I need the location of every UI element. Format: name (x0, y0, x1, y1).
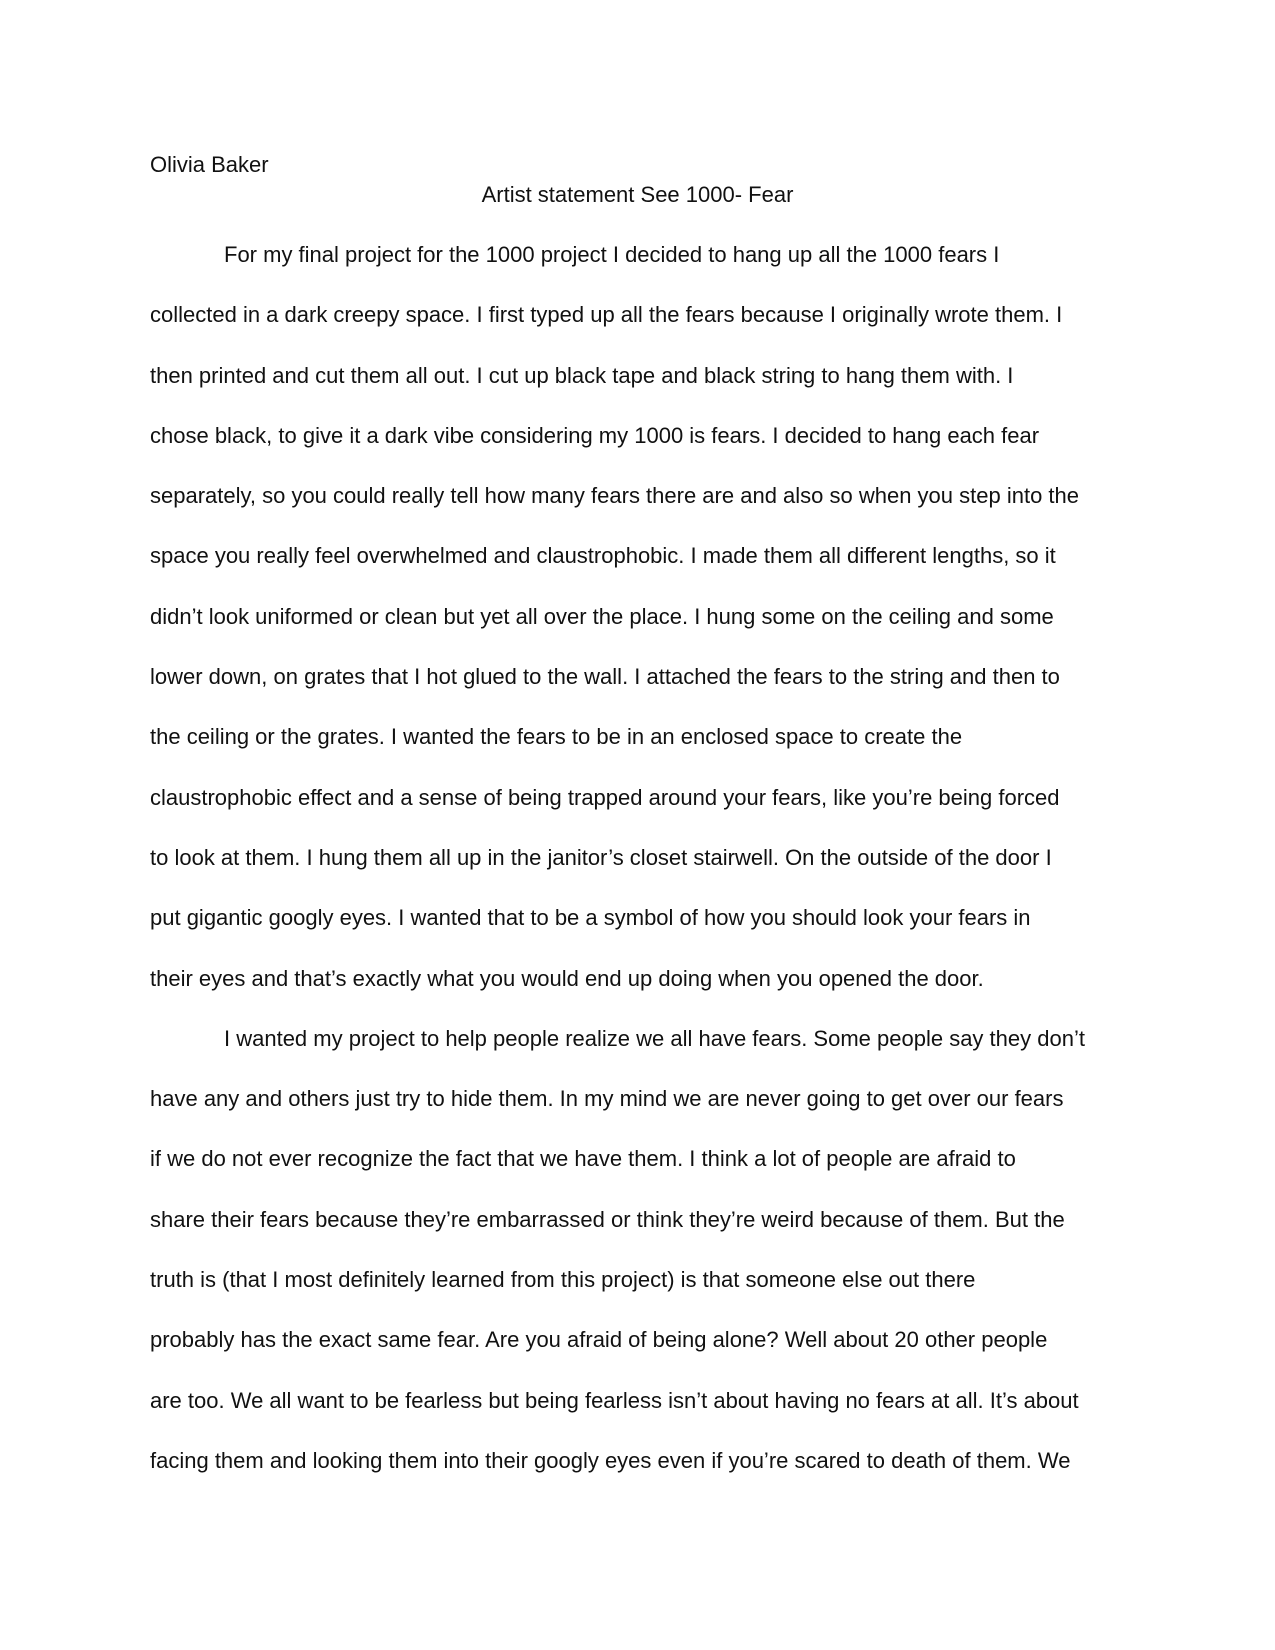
body-line: separately, so you could really tell how many fears there are and also so when you step into the (150, 483, 1080, 509)
body-line: facing them and looking them into their googly eyes even if you’re scared to death of them. We (150, 1447, 1071, 1473)
document-title: Artist statement See 1000- Fear (481, 182, 794, 207)
body-line: For my final project for the 1000 project I decided to hang up all the 1000 fears I (224, 242, 1000, 267)
body-line: space you really feel overwhelmed and claustrophobic. I made them all different lengths, so it (150, 543, 1056, 569)
body-line: didn’t look uniformed or clean but yet all over the place. I hung some on the ceiling and some (150, 603, 1054, 629)
body-line: lower down, on grates that I hot glued to the wall. I attached the fears to the string and then to (150, 664, 1060, 690)
body-line: have any and others just try to hide them. In my mind we are never going to get over our fears (150, 1086, 1064, 1112)
body-line: put gigantic googly eyes. I wanted that to be a symbol of how you should look your fears in (150, 905, 1031, 931)
body-line: to look at them. I hung them all up in the janitor’s closet stairwell. On the outside of the door I (150, 844, 1052, 870)
body-line: are too. We all want to be fearless but being fearless isn’t about having no fears at all. It’s about (150, 1387, 1079, 1413)
document-body (150, 240, 1130, 1506)
body-line: truth is (that I most definitely learned from this project) is that someone else out there (150, 1267, 976, 1293)
body-line: collected in a dark creepy space. I first typed up all the fears because I originally wrote them. I (150, 302, 1063, 328)
author-name: Olivia Baker (150, 152, 269, 177)
body-line: the ceiling or the grates. I wanted the fears to be in an enclosed space to create the (150, 724, 963, 750)
body-line: share their fears because they’re embarrassed or think they’re weird because of them. But the (150, 1206, 1065, 1232)
body-line: then printed and cut them all out. I cut up black tape and black string to hang them with. I (150, 362, 1014, 388)
body-line: claustrophobic effect and a sense of being trapped around your fears, like you’re being forced (150, 784, 1060, 810)
body-line: I wanted my project to help people realize we all have fears. Some people say they don’t (224, 1025, 1085, 1051)
body-line: probably has the exact same fear. Are you afraid of being alone? Well about 20 other people (150, 1327, 1048, 1353)
body-line: chose black, to give it a dark vibe considering my 1000 is fears. I decided to hang each fear (150, 422, 1040, 448)
body-line: if we do not ever recognize the fact that we have them. I think a lot of people are afraid to (150, 1146, 1016, 1172)
body-line: their eyes and that’s exactly what you would end up doing when you opened the door. (150, 965, 984, 991)
